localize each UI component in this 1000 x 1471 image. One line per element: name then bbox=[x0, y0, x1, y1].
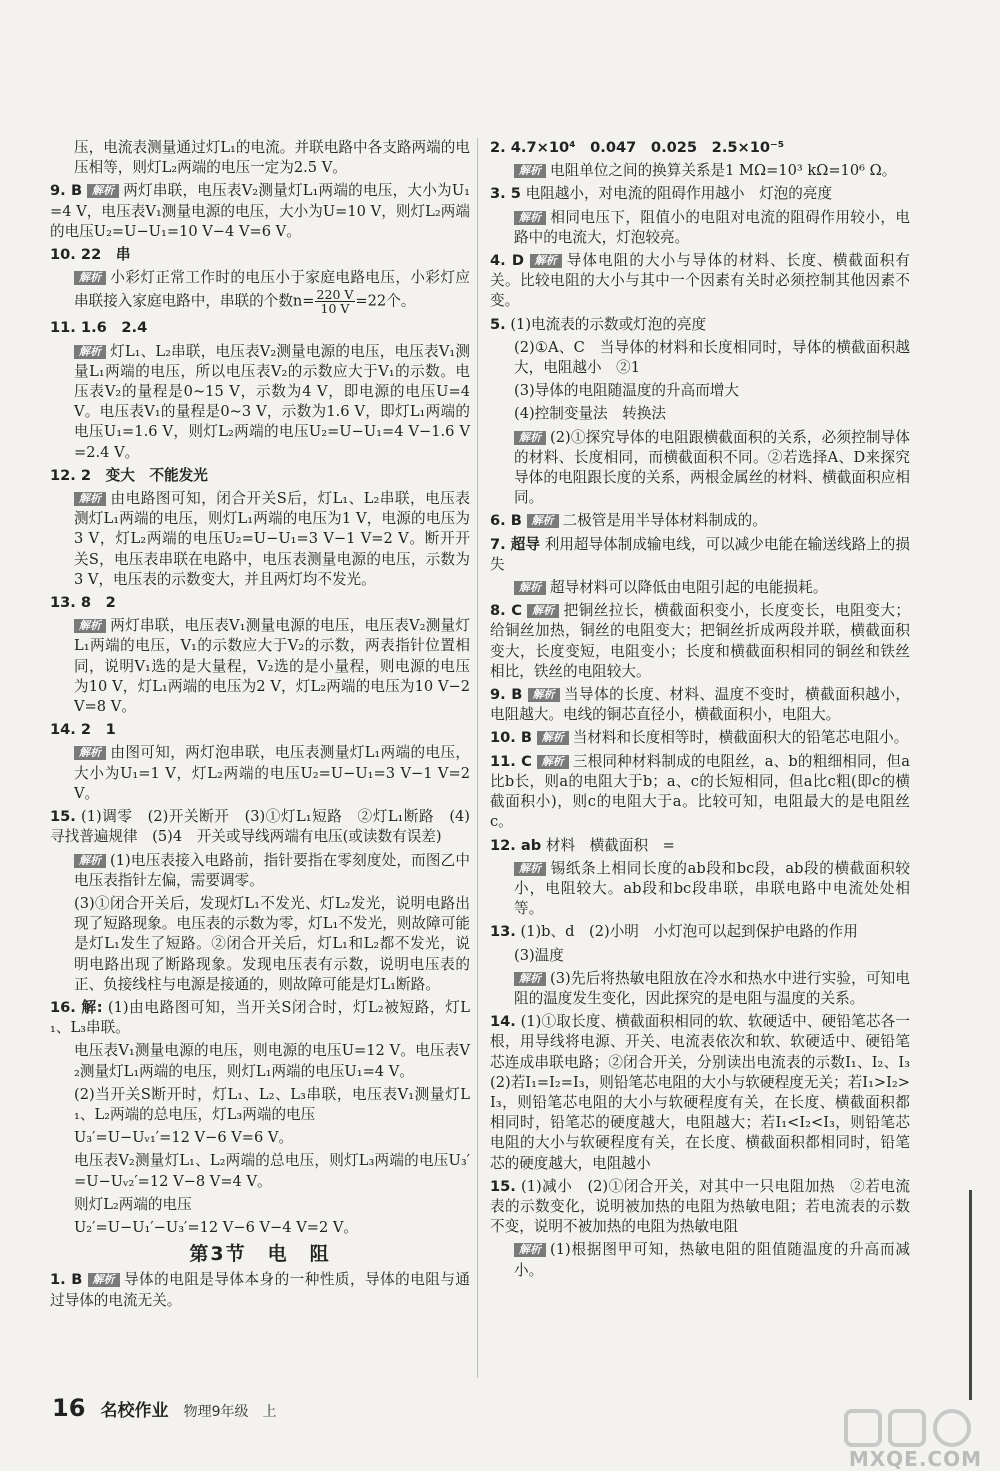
answer-item bbox=[50, 1270, 470, 1310]
analysis-badge: 解析 bbox=[87, 184, 119, 198]
answer-item bbox=[490, 535, 910, 575]
analysis-badge: 解析 bbox=[537, 731, 569, 745]
answer-text: 当材料和长度相等时，横截面积大的铅笔芯电阻小。 bbox=[572, 729, 909, 747]
fraction-result: =22个。 bbox=[355, 292, 416, 310]
answer-item bbox=[50, 894, 470, 995]
answer-number: 10. B bbox=[490, 729, 533, 747]
answer-item bbox=[50, 720, 470, 740]
answer-item bbox=[490, 728, 910, 748]
analysis-badge: 解析 bbox=[527, 604, 559, 618]
right-column bbox=[490, 138, 925, 1284]
page-footer bbox=[52, 1394, 277, 1422]
answer-text: U₃′=U−Uᵥ₁′=12 V−6 V=6 V。 bbox=[74, 1129, 294, 1147]
fraction-denominator: 10 V bbox=[320, 301, 350, 317]
answer-item bbox=[50, 245, 470, 265]
answer-item bbox=[490, 922, 910, 942]
answer-item bbox=[50, 466, 470, 486]
answer-number: 12. ab bbox=[490, 836, 542, 854]
answer-item bbox=[490, 208, 910, 248]
answer-number: 11. C bbox=[490, 752, 532, 770]
answer-item bbox=[50, 1128, 470, 1148]
answer-text: (2)①A、C 当导体的材料和长度相同时，导体的横截面积越大，电阻越小 ②1 bbox=[514, 338, 910, 377]
answer-text: 超导材料可以降低由电阻引起的电能损耗。 bbox=[550, 579, 828, 597]
answer-item bbox=[50, 998, 470, 1038]
answer-item bbox=[490, 338, 910, 378]
analysis-badge: 解析 bbox=[514, 1243, 546, 1257]
analysis-badge: 解析 bbox=[514, 581, 546, 595]
answer-text: 则灯L₂两端的电压 bbox=[74, 1195, 192, 1213]
answer-number: 10. 22 串 bbox=[50, 246, 131, 264]
answer-item bbox=[490, 578, 910, 598]
answer-number: 9. B bbox=[50, 182, 83, 200]
analysis-badge: 解析 bbox=[514, 972, 546, 986]
answer-number: 15. bbox=[490, 1177, 516, 1195]
answer-text: (3)温度 bbox=[514, 946, 564, 964]
answer-text: (1)①取长度、横截面积相同的软、软硬适中、硬铅笔芯各一根，用导线将电源、开关、电流表依次和软、软硬适中、硬铅笔芯连成串联电路；②闭合开关，分别读出电流表的示数I₁、I₂、I₃ (2)若I₁=I₂=I₃，则铅笔芯电阻的大小与软硬程度无关；若I₁>I₂>I₃，则铅笔芯电阻的大小与软硬程度有关，在长度、横截面积都相同时，铅笔芯的硬度越大，电阻越大；若I₁<I₂<I₃，则铅笔芯电阻的大小与软硬程度有关，在长度、横截面积都相同时，铅笔芯的硬度越大，电阻越小 bbox=[490, 1013, 925, 1172]
watermark-text: MXQE.COM bbox=[848, 1447, 982, 1471]
analysis-badge: 解析 bbox=[74, 854, 106, 868]
answer-number: 3. 5 bbox=[490, 185, 521, 203]
answer-text: 由图可知，两灯泡串联，电压表测量灯L₁两端的电压，大小为U₁=1 V，灯L₂两端的电压U₂=U−U₁=3 V−1 V=2 V。 bbox=[74, 744, 470, 802]
answer-text: (1)电流表的示数或灯泡的亮度 bbox=[510, 315, 707, 333]
analysis-badge: 解析 bbox=[514, 431, 546, 445]
answer-item bbox=[50, 1041, 470, 1081]
answer-number: 8. C bbox=[490, 602, 522, 620]
answer-item bbox=[50, 318, 470, 338]
answer-text: 电阻单位之间的换算关系是1 MΩ=10³ kΩ=10⁶ Ω。 bbox=[550, 162, 897, 180]
answer-text: 材料 横截面积 = bbox=[545, 836, 675, 854]
answer-text: (3)①闭合开关后，发现灯L₁不发光、灯L₂发光，说明电路出现了短路现象。电压表的示数为零，灯L₁不发光，则故障可能是灯L₁发生了短路。②闭合开关后，灯L₁和L₂都不发光，说明电路出现了断路现象。发现电压表有示数，说明电压表的正、负接线柱与电源是接通的，则故障可能是灯L₁断路。 bbox=[74, 894, 470, 993]
answer-item bbox=[490, 752, 910, 833]
brand-title: 名校作业 bbox=[100, 1401, 169, 1421]
answer-item bbox=[490, 511, 910, 531]
section-heading: 第3节 电 阻 bbox=[189, 1243, 331, 1266]
answer-item bbox=[490, 836, 910, 856]
answer-item bbox=[490, 1012, 925, 1174]
answer-text: 小彩灯正常工作时的电压小于家庭电路电压，小彩灯应串联接入家庭电路中，串联的个数n= bbox=[74, 269, 470, 310]
answer-item bbox=[490, 859, 910, 920]
answer-item bbox=[490, 969, 910, 1009]
answer-item bbox=[50, 1085, 470, 1125]
answer-number: 11. 1.6 2.4 bbox=[50, 319, 148, 337]
answer-text: 相同电压下，阻值小的电阻对电流的阻碍作用较小，电路中的电流大，灯泡较亮。 bbox=[514, 208, 910, 246]
answer-text: (1)根据图甲可知，热敏电阻的阻值随温度的升高而减小。 bbox=[514, 1241, 910, 1279]
answer-text: (3)导体的电阻随温度的升高而增大 bbox=[514, 382, 739, 400]
analysis-badge: 解析 bbox=[514, 211, 546, 225]
answer-text: (3)先后将热敏电阻放在冷水和热水中进行实验，可知电阻的温度发生变化，因此探究的是电阻与温度的关系。 bbox=[514, 969, 910, 1007]
answer-item bbox=[490, 428, 910, 509]
analysis-badge: 解析 bbox=[74, 492, 106, 506]
answer-item bbox=[490, 685, 910, 725]
answer-text: 导体的电阻是导体本身的一种性质，导体的电阻与通过导体的电流无关。 bbox=[50, 1271, 470, 1309]
analysis-badge: 解析 bbox=[74, 271, 106, 285]
analysis-badge: 解析 bbox=[74, 619, 106, 633]
fraction-numerator: 220 V bbox=[316, 287, 354, 303]
answer-text: (1)调零 (2)开关断开 (3)①灯L₁短路 ②灯L₁断路 (4)寻找普遍规律 (5)4 开关或导线两端有电压(或读数有误差) bbox=[50, 808, 470, 846]
answer-number: 9. B bbox=[490, 686, 523, 704]
answer-item bbox=[490, 251, 910, 312]
answer-text: 把铜丝拉长，横截面积变小，长度变长，电阻变大；给铜丝加热，铜丝的电阻变大；把铜丝折成两段并联，横截面积变大，长度变短，电阻变小；长度和横截面积相同的铜丝和铁丝相比，铁丝的电阻较大。 bbox=[490, 602, 910, 680]
answer-item bbox=[490, 601, 910, 682]
answer-number: 16. 解: bbox=[50, 998, 103, 1016]
answer-item bbox=[50, 342, 470, 463]
answer-number: 12. 2 变大 不能发光 bbox=[50, 466, 208, 484]
analysis-badge: 解析 bbox=[527, 514, 559, 528]
answer-number: 13. 8 2 bbox=[50, 594, 116, 612]
answer-text: 导体电阻的大小与导体的材料、长度、横截面积有关。比较电阻的大小与其中一个因素有关时必须控制其他因素不变。 bbox=[490, 252, 910, 310]
answer-item bbox=[50, 807, 470, 847]
answer-number: 4. D bbox=[490, 252, 524, 270]
answer-item bbox=[50, 1151, 470, 1191]
answer-item bbox=[490, 946, 910, 966]
answer-number: 7. 超导 bbox=[490, 535, 541, 553]
left-column bbox=[50, 138, 470, 1314]
analysis-badge: 解析 bbox=[74, 746, 106, 760]
answer-item bbox=[490, 184, 910, 204]
answer-text: 压，电流表测量通过灯L₁的电流。并联电路中各支路两端的电压相等，则灯L₂两端的电压一定为2.5 V。 bbox=[74, 139, 470, 177]
answer-item bbox=[490, 138, 910, 158]
analysis-badge: 解析 bbox=[514, 164, 546, 178]
answer-item bbox=[490, 1177, 910, 1238]
answer-item bbox=[50, 616, 470, 717]
answer-text: 两灯串联，电压表V₂测量灯L₁两端的电压，大小为U₁=4 V，电压表V₁测量电源的电压，大小为U=10 V，则灯L₂两端的电压U₂=U−U₁=10 V−4 V=6 V。 bbox=[50, 182, 470, 240]
answer-item bbox=[50, 489, 470, 590]
analysis-badge: 解析 bbox=[528, 688, 560, 702]
answer-number: 14. 2 1 bbox=[50, 721, 116, 739]
fraction bbox=[315, 288, 356, 315]
answer-text: (1)由电路图可知，当开关S闭合时，灯L₂被短路，灯L₁、L₃串联。 bbox=[50, 998, 471, 1037]
analysis-badge: 解析 bbox=[74, 345, 106, 359]
answer-text: 三根同种材料制成的电阻丝，a、b的粗细相同，但a比b长，则a的电阻大于b；a、c的长短相同，但a比c粗(即c的横截面积小)，则c的电阻大于a。比较可知，电阻最大的是电阻丝c。 bbox=[490, 752, 910, 831]
page-number: 16 bbox=[52, 1394, 86, 1422]
answer-text: 由电路图可知，闭合开关S后，灯L₁、L₂串联，电压表测灯L₁两端的电压，则灯L₁两端的电压为1 V，电源的电压为3 V，灯L₂两端的电压U₂=U−U₁=3 V−1 V=2 V。断开开关S，电压表串联在电路中，电压表测量电源的电压，示数为3 V，电压表的示数变大，并且两灯均不发光。 bbox=[74, 490, 470, 588]
subject-label: 物理9年级 上 bbox=[183, 1404, 277, 1420]
answer-text: 灯L₁、L₂串联，电压表V₂测量电源的电压，电压表V₁测量L₁两端的电压，所以电压表V₂的示数应大于V₁的示数。电压表V₂的量程是0~15 V，示数为4 V，即电源的电压U=4 V。电压表V₁的量程是0~3 V，示数为1.6 V，即灯L₁两端的电压U₁=1.6 V，则灯L₂两端的电压U₂=U−U₁=4 V−1.6 V=2.4 V。 bbox=[74, 342, 470, 461]
answer-item bbox=[50, 181, 470, 242]
answer-item bbox=[50, 1195, 470, 1215]
column-divider bbox=[477, 138, 478, 1378]
answer-item bbox=[490, 381, 910, 401]
answer-number: 2. 4.7×10⁴ 0.047 0.025 2.5×10⁻⁵ bbox=[490, 139, 785, 156]
answer-item bbox=[50, 268, 470, 315]
answer-text: (4)控制变量法 转换法 bbox=[514, 405, 667, 423]
answer-item bbox=[490, 404, 910, 424]
answer-text: 电压表V₂测量灯L₁、L₂两端的总电压，则灯L₃两端的电压U₃′=U−Uᵥ₂′=12 V−8 V=4 V。 bbox=[74, 1152, 470, 1190]
answer-text: 当导体的长度、材料、温度不变时，横截面积越小，电阻越大。电线的铜芯直径小，横截面积小，电阻大。 bbox=[490, 686, 910, 724]
answer-item bbox=[50, 1218, 470, 1238]
analysis-badge: 解析 bbox=[88, 1273, 120, 1287]
answer-text: (1)b、d (2)小明 小灯泡可以起到保护电路的作用 bbox=[520, 923, 858, 941]
answer-item bbox=[50, 593, 470, 613]
answer-text: (1)减小 (2)①闭合开关，对其中一只电阻加热 ②若电流表的示数变化，说明被加热的电阻为热敏电阻；若电流表的示数不变，说明不被加热的电阻为热敏电阻 bbox=[490, 1177, 910, 1236]
answer-number: 14. bbox=[490, 1013, 516, 1031]
answer-number: 15. bbox=[50, 808, 76, 826]
answer-number: 1. B bbox=[50, 1271, 83, 1289]
answer-text: 电阻越小，对电流的阻碍作用越小 灯泡的亮度 bbox=[525, 185, 833, 203]
analysis-badge: 解析 bbox=[530, 254, 562, 268]
answer-text: 两灯串联，电压表V₁测量电源的电压，电压表V₂测量灯L₁两端的电压，V₁的示数应大于V₂的示数，两表指针位置相同，说明V₁选的是大量程，V₂选的是小量程，则电源的电压为10 V，灯L₁两端的电压为2 V，灯L₂两端的电压为10 V−2 V=8 V。 bbox=[74, 617, 470, 716]
answer-number: 13. bbox=[490, 923, 516, 941]
answer-text: 二极管是用半导体材料制成的。 bbox=[562, 512, 767, 530]
page-edge-mark bbox=[969, 1190, 972, 1400]
answer-item bbox=[50, 743, 470, 804]
answer-text: 利用超导体制成输电线，可以减少电能在输送线路上的损失 bbox=[490, 535, 911, 573]
answer-text: (2)当开关S断开时，灯L₁、L₂、L₃串联，电压表V₁测量灯L₁、L₂两端的总电压，灯L₃两端的电压 bbox=[74, 1085, 470, 1123]
analysis-badge: 解析 bbox=[514, 862, 546, 876]
answer-item bbox=[50, 138, 470, 178]
answer-text: 电压表V₁测量电源的电压，则电源的电压U=12 V。电压表V₂测量灯L₁两端的电压，则灯L₁两端的电压U₁=4 V。 bbox=[74, 1042, 470, 1080]
answer-item bbox=[50, 851, 470, 891]
answer-number: 5. bbox=[490, 315, 506, 333]
answer-item bbox=[490, 315, 910, 335]
answer-text: (1)电压表接入电路前，指针要指在零刻度处，而图乙中电压表指针左偏，需要调零。 bbox=[74, 851, 470, 889]
analysis-badge: 解析 bbox=[537, 755, 569, 769]
answer-text: U₂′=U−U₁′−U₃′=12 V−6 V−4 V=2 V。 bbox=[74, 1218, 359, 1236]
answer-number: 6. B bbox=[490, 512, 522, 530]
answer-text: (2)①探究导体的电阻跟横截面积的关系，必须控制导体的材料、长度相同，而横截面积不同。②若选择A、D来探究导体的电阻跟长度的关系，两根金属丝的材料、横截面积应相同。 bbox=[514, 428, 910, 507]
answer-text: 锡纸条上相同长度的ab段和bc段，ab段的横截面积较小，电阻较大。ab段和bc段串联，串联电路中电流处处相等。 bbox=[514, 859, 910, 918]
answer-item bbox=[490, 1240, 910, 1280]
answer-item bbox=[490, 161, 910, 181]
